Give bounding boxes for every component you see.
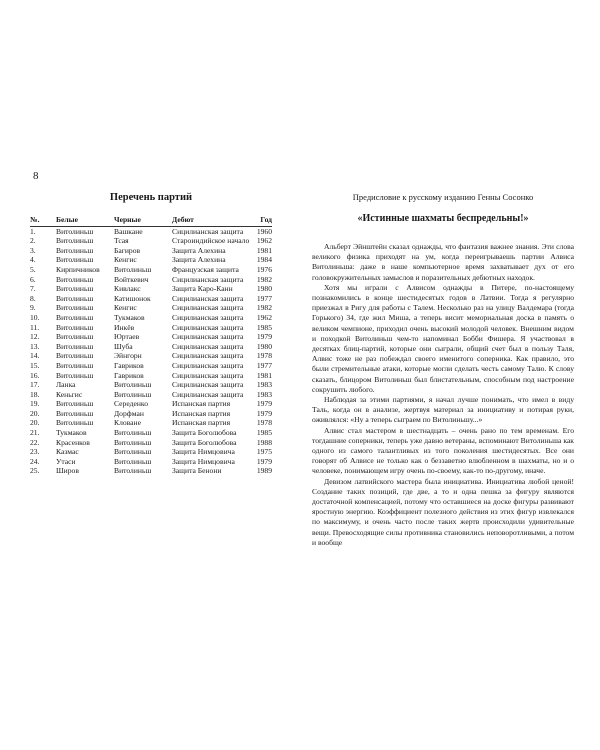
cell-opening: Сицилианская защита xyxy=(172,274,244,284)
games-list-title: Перечень партий xyxy=(109,192,193,203)
table-row xyxy=(30,255,272,265)
cell-opening: Сицилианская защита xyxy=(172,322,244,332)
cell-no: 12. xyxy=(30,332,40,342)
table-row xyxy=(30,466,272,476)
cell-opening: Сицилианская защита xyxy=(172,351,244,361)
cell-white: Витолиньш xyxy=(56,312,94,322)
cell-opening: Сицилианская защита xyxy=(172,341,244,351)
cell-opening: Защита Алехина xyxy=(172,255,226,265)
cell-year: 1984 xyxy=(256,255,272,265)
cell-opening: Защита Каро-Канн xyxy=(172,284,233,294)
cell-black: Юртаев xyxy=(114,332,140,342)
cell-year: 1976 xyxy=(256,264,272,274)
cell-year: 1983 xyxy=(256,389,272,399)
cell-no: 22. xyxy=(30,437,40,447)
foreword-header: Предисловие к русскому изданию Генны Сосонко xyxy=(352,192,534,202)
table-row xyxy=(30,265,272,275)
cell-white: Витолиньш xyxy=(56,236,94,246)
cell-no: 11. xyxy=(30,322,40,332)
paragraph: Алвис стал мастером в шестнадцать – очень рано по тем временам. Его тогдашние соперники, теперь уже давно ветераны, вспоминают Витолиньша как одного из самого талантливых из того поколения шестидесятых. Все они говорят об Алвисе не только как о беззаветно влюбленном в шахматы, но и о человеке, понимающем игру очень по-своему, как-то по-другому, иначе. xyxy=(312,425,574,476)
cell-year: 1985 xyxy=(256,428,272,438)
cell-year: 1980 xyxy=(256,341,272,351)
table-row xyxy=(30,275,272,285)
cell-white: Витолиньш xyxy=(56,226,94,236)
table-row xyxy=(30,390,272,400)
cell-black: Катишонок xyxy=(114,293,151,303)
header-opening: Дебют xyxy=(172,215,256,226)
cell-black: Кенгис xyxy=(114,303,137,313)
cell-opening: Испанская партия xyxy=(172,399,231,409)
cell-black: Витолиньш xyxy=(114,428,152,438)
cell-opening: Защита Бенони xyxy=(172,466,222,476)
cell-white: Витолиньш xyxy=(56,293,94,303)
cell-white: Витолиньш xyxy=(56,255,94,265)
cell-white: Витолиньш xyxy=(56,408,94,418)
cell-year: 1980 xyxy=(256,284,272,294)
cell-black: Войткевич xyxy=(114,274,149,284)
paragraph: Девизом латвийского мастера была инициатива. Инициатива любой ценой! Создание таких позиций, где две, а то и одна пешка за фигуру являются достаточной компенсацией, потому что оставшиеся на доске фигуры развивают яростную энергию. Коэффициент полезного действия из этих фигур извлекался по максимуму, и очень часто после таких жертв происходили удивительные вещи. Превосходящие силы противника становились неповоротливыми, а потом и вообще xyxy=(312,476,574,547)
cell-year: 1977 xyxy=(256,360,272,370)
table-row xyxy=(30,438,272,448)
cell-opening: Сицилианская защита xyxy=(172,370,244,380)
table-row xyxy=(30,371,272,381)
table-row xyxy=(30,284,272,294)
cell-white: Широв xyxy=(56,466,79,476)
cell-opening: Сицилианская защита xyxy=(172,380,244,390)
cell-opening: Сицилианская защита xyxy=(172,312,244,322)
cell-white: Кирпичников xyxy=(56,264,100,274)
table-row xyxy=(30,246,272,256)
cell-black: Вашкане xyxy=(114,226,143,236)
cell-white: Казмас xyxy=(56,447,79,457)
cell-black: Инкёв xyxy=(114,322,135,332)
cell-white: Витолиньш xyxy=(56,274,94,284)
cell-white: Витолиньш xyxy=(56,418,94,428)
cell-opening: Сицилианская защита xyxy=(172,303,244,313)
games-table xyxy=(30,215,272,476)
cell-no: 1. xyxy=(30,226,36,236)
cell-no: 17. xyxy=(30,380,40,390)
cell-black: Витолиньш xyxy=(114,447,152,457)
games-list-section xyxy=(30,192,272,476)
table-row xyxy=(30,409,272,419)
cell-opening: Сицилианская защита xyxy=(172,389,244,399)
cell-white: Витолиньш xyxy=(56,370,94,380)
cell-black: Витолиньш xyxy=(114,437,152,447)
cell-no: 21. xyxy=(30,428,40,438)
cell-no: 9. xyxy=(30,303,36,313)
cell-no: 3. xyxy=(30,245,36,255)
cell-black: Тсая xyxy=(114,236,129,246)
header-white: Белые xyxy=(56,215,114,226)
cell-year: 1983 xyxy=(256,380,272,390)
cell-no: 8. xyxy=(30,293,36,303)
table-row xyxy=(30,226,272,236)
cell-black: Багиров xyxy=(114,245,141,255)
cell-opening: Защита Нимцовича xyxy=(172,456,235,466)
cell-black: Гавриков xyxy=(114,360,144,370)
cell-no: 23. xyxy=(30,447,40,457)
cell-year: 1979 xyxy=(256,332,272,342)
table-row xyxy=(30,351,272,361)
cell-black: Тукмаков xyxy=(114,312,145,322)
table-row xyxy=(30,303,272,313)
page-number: 8 xyxy=(33,170,39,182)
cell-year: 1975 xyxy=(256,447,272,457)
cell-white: Кеньгис xyxy=(56,389,83,399)
cell-opening: Французская защита xyxy=(172,264,239,274)
table-row xyxy=(30,428,272,438)
cell-year: 1979 xyxy=(256,408,272,418)
cell-year: 1979 xyxy=(256,399,272,409)
table-row xyxy=(30,399,272,409)
foreword-body xyxy=(312,242,574,548)
header-year: Год xyxy=(256,215,272,226)
cell-black: Витолиньш xyxy=(114,466,152,476)
header-black: Черные xyxy=(114,215,172,226)
cell-year: 1988 xyxy=(256,437,272,447)
table-row xyxy=(30,418,272,428)
table-row xyxy=(30,332,272,342)
foreword-title: «Истинные шахматы беспредельны!» xyxy=(357,213,529,224)
cell-black: Кловане xyxy=(114,418,141,428)
cell-opening: Защита Боголюбова xyxy=(172,437,237,447)
cell-white: Утаси xyxy=(56,456,76,466)
cell-black: Середенко xyxy=(114,399,148,409)
cell-black: Витолиньш xyxy=(114,264,152,274)
cell-no: 4. xyxy=(30,255,36,265)
table-row xyxy=(30,313,272,323)
cell-black: Кенгис xyxy=(114,255,137,265)
table-row xyxy=(30,236,272,246)
foreword-section xyxy=(312,192,574,548)
cell-opening: Сицилианская защита xyxy=(172,360,244,370)
cell-year: 1985 xyxy=(256,322,272,332)
cell-year: 1978 xyxy=(256,351,272,361)
cell-black: Гавриков xyxy=(114,370,144,380)
cell-opening: Сицилианская защита xyxy=(172,332,244,342)
cell-no: 24. xyxy=(30,456,40,466)
cell-black: Дорфман xyxy=(114,408,144,418)
cell-year: 1960 xyxy=(256,226,272,236)
paragraph: Альберт Эйнштейн сказал однажды, что фантазия важнее знания. Эти слова великого физика приходят на ум, когда переигрываешь партии Алвиса Витолиньша: даже в наше компьютерное время захватывает дух от его головокружительных замыслов и поразительных дебютных находок. xyxy=(312,242,574,282)
cell-white: Витолиньш xyxy=(56,351,94,361)
cell-year: 1977 xyxy=(256,293,272,303)
cell-no: 13. xyxy=(30,341,40,351)
table-row xyxy=(30,342,272,352)
cell-no: 5. xyxy=(30,264,36,274)
cell-opening: Испанская партия xyxy=(172,418,231,428)
cell-opening: Защита Алехина xyxy=(172,245,226,255)
cell-no: 19. xyxy=(30,399,40,409)
cell-opening: Защита Боголюбова xyxy=(172,428,237,438)
cell-year: 1982 xyxy=(256,303,272,313)
cell-year: 1989 xyxy=(256,466,272,476)
cell-year: 1981 xyxy=(256,245,272,255)
cell-no: 10. xyxy=(30,312,40,322)
cell-opening: Сицилианская защита xyxy=(172,226,244,236)
cell-opening: Испанская партия xyxy=(172,408,231,418)
cell-white: Витолиньш xyxy=(56,360,94,370)
table-row xyxy=(30,361,272,371)
cell-no: 20. xyxy=(30,408,40,418)
table-row xyxy=(30,447,272,457)
cell-opening: Староиндийское начало xyxy=(172,236,250,246)
cell-year: 1978 xyxy=(256,418,272,428)
cell-year: 1979 xyxy=(256,456,272,466)
cell-no: 20. xyxy=(30,418,40,428)
cell-no: 15. xyxy=(30,360,40,370)
cell-year: 1982 xyxy=(256,274,272,284)
cell-white: Витолиньш xyxy=(56,284,94,294)
cell-opening: Сицилианская защита xyxy=(172,293,244,303)
paragraph: Наблюдая за этими партиями, я начал лучше понимать, что имел в виду Таль, когда он в анализе, жертвуя материал за инициативу и потирая руки, оживлялся: «Ну а теперь сыграем по Витолиньшу...» xyxy=(312,395,574,425)
cell-black: Шуба xyxy=(114,341,133,351)
cell-black: Кивлакс xyxy=(114,284,141,294)
cell-year: 1962 xyxy=(256,312,272,322)
table-header-row xyxy=(30,215,272,226)
cell-no: 18. xyxy=(30,389,40,399)
cell-black: Витолиньш xyxy=(114,380,152,390)
cell-opening: Защита Нимцовича xyxy=(172,447,235,457)
cell-black: Витолиньш xyxy=(114,389,152,399)
table-row xyxy=(30,380,272,390)
cell-no: 2. xyxy=(30,236,36,246)
cell-white: Витолиньш xyxy=(56,322,94,332)
games-table-body xyxy=(30,226,272,476)
cell-no: 14. xyxy=(30,351,40,361)
cell-white: Витолиньш xyxy=(56,341,94,351)
cell-white: Ланка xyxy=(56,380,76,390)
cell-no: 6. xyxy=(30,274,36,284)
cell-year: 1962 xyxy=(256,236,272,246)
paragraph: Хотя мы играли с Алвисом однажды в Питере, по-настоящему познакомились в конце шестидесятых годов в Латвии. Тогда я регулярно приезжал в Ригу для работы с Талем. Несколько раз на улицу Валдемара (тогда Горького) 34, где жил Миша, а теперь висит мемориальная доска в память о великом чемпионе, приходил очень высокий молодой человек. Внешним видом и походкой Витолиньш чем-то напоминал Бобби Фишера. Я участвовал в десятках блиц-партий, которые они сыграли, общий счет был в пользу Таля, Алвис тоже не раз побеждал своего именитого соперника. Как правило, это были стремительные атаки, которые могли сделать честь самому Талю. К слову сказать, блицором Витолиньш был блистательным, способным под настроение сокрушить любого. xyxy=(312,282,574,394)
cell-year: 1981 xyxy=(256,370,272,380)
table-row xyxy=(30,323,272,333)
table-row xyxy=(30,457,272,467)
cell-no: 7. xyxy=(30,284,36,294)
cell-white: Витолиньш xyxy=(56,245,94,255)
cell-no: 25. xyxy=(30,466,40,476)
cell-white: Красенков xyxy=(56,437,90,447)
cell-black: Эйнгорн xyxy=(114,351,142,361)
cell-white: Тукмаков xyxy=(56,428,87,438)
cell-black: Витолиньш xyxy=(114,456,152,466)
header-no: №. xyxy=(30,215,56,226)
cell-white: Витолиньш xyxy=(56,399,94,409)
cell-white: Витолиньш xyxy=(56,332,94,342)
table-row xyxy=(30,294,272,304)
cell-no: 16. xyxy=(30,370,40,380)
cell-white: Витолиньш xyxy=(56,303,94,313)
